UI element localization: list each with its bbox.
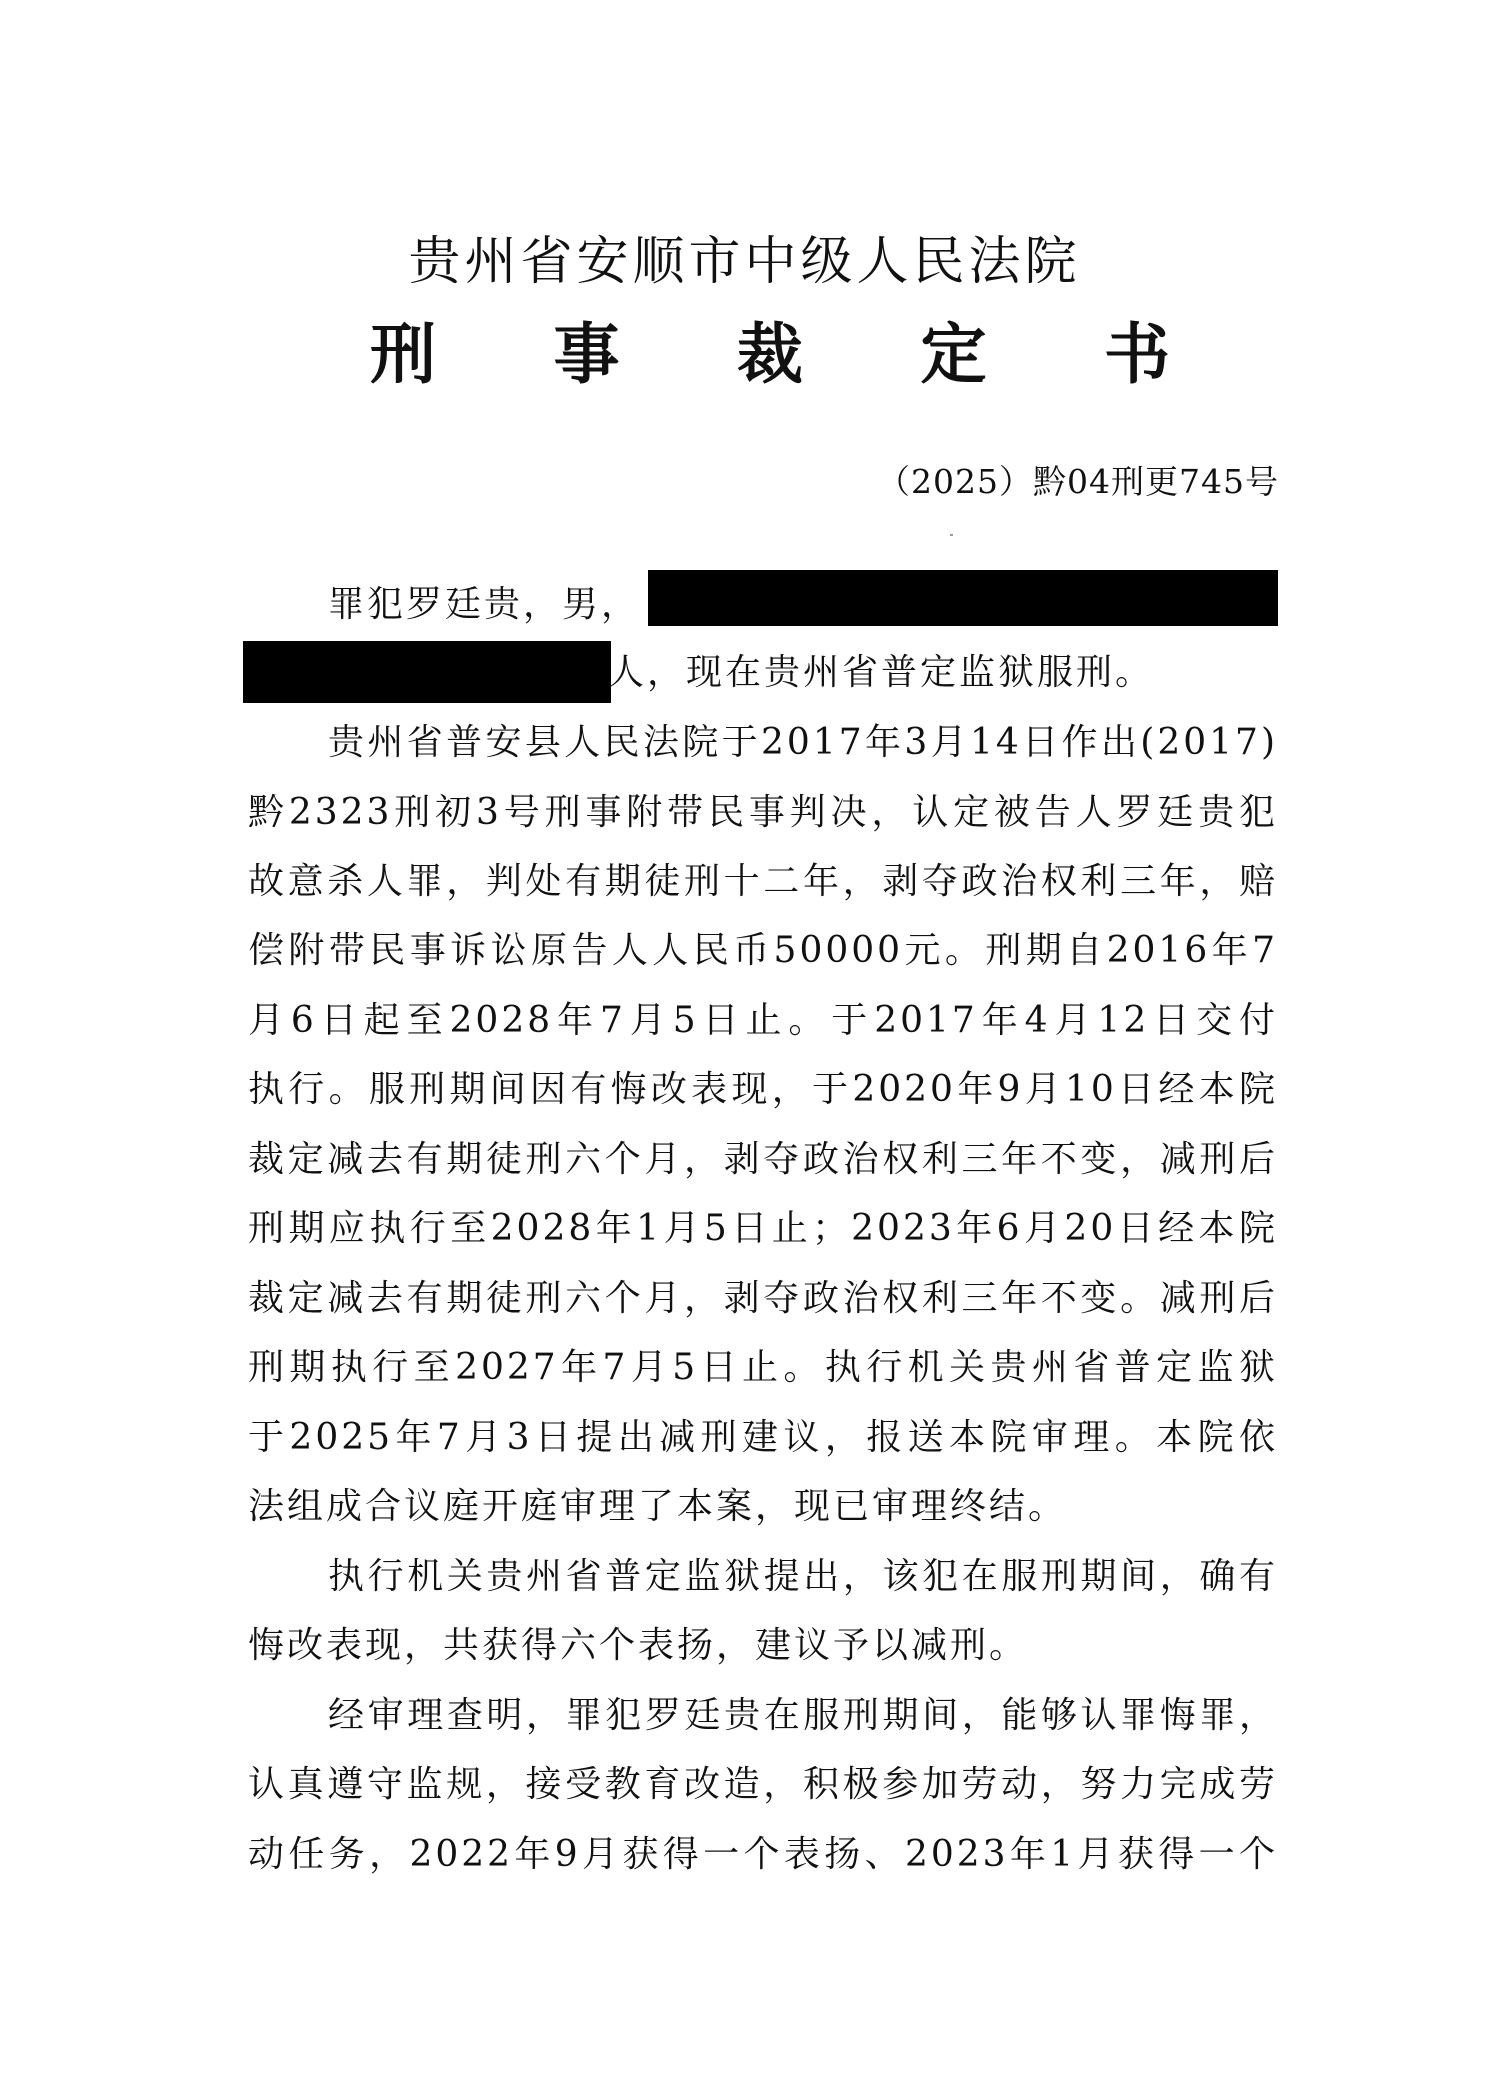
title-char: 裁 <box>737 316 803 393</box>
text-line: 于2025年7月3日提出减刑建议，报送本院审理。本院依 <box>248 1417 1278 1458</box>
court-name: 贵州省安顺市中级人民法院 <box>408 232 1081 292</box>
text-line: 刑期执行至2027年7月5日止。执行机关贵州省普定监狱 <box>248 1347 1278 1388</box>
text-line: 黔2323刑初3号刑事附带民事判决，认定被告人罗廷贵犯 <box>248 792 1278 833</box>
text-line: 刑期应执行至2028年1月5日止；2023年6月20日经本院 <box>248 1208 1278 1249</box>
text-line: 法组成合议庭开庭审理了本案，现已审理终结。 <box>248 1486 1068 1527</box>
text-line: 悔改表现，共获得六个表扬，建议予以减刑。 <box>248 1625 1029 1666</box>
redaction-bar <box>243 641 611 703</box>
scan-speck <box>950 534 953 536</box>
redaction-bar <box>648 570 1278 626</box>
title-char: 定 <box>920 316 987 393</box>
text-line: 经审理查明，罪犯罗廷贵在服刑期间，能够认罪悔罪， <box>328 1695 1278 1736</box>
text-line: 执行机关贵州省普定监狱提出，该犯在服刑期间，确有 <box>328 1556 1278 1597</box>
text-line: 月6日起至2028年7月5日止。于2017年4月12日交付 <box>248 1000 1278 1041</box>
text-line: 故意杀人罪，判处有期徒刑十二年，剥夺政治权利三年，赔 <box>248 861 1278 902</box>
text-line: 认真遵守监规，接受教育改造，积极参加劳动，努力完成劳 <box>248 1764 1278 1805</box>
case-number: （2025）黔04刑更745号 <box>877 462 1279 501</box>
title-char: 书 <box>1104 316 1170 393</box>
document-title <box>370 310 1170 400</box>
text-line: 偿附带民事诉讼原告人人民币50000元。刑期自2016年7 <box>248 930 1278 971</box>
text-line: 裁定减去有期徒刑六个月，剥夺政治权利三年不变，减刑后 <box>248 1139 1278 1180</box>
text-line: 人，现在贵州省普定监狱服刑。 <box>608 652 1155 693</box>
title-char: 刑 <box>370 316 436 393</box>
text-line: 裁定减去有期徒刑六个月，剥夺政治权利三年不变。减刑后 <box>248 1278 1278 1319</box>
text-line: 罪犯罗廷贵，男， <box>328 584 641 625</box>
text-line: 执行。服刑期间因有悔改表现，于2020年9月10日经本院 <box>248 1069 1278 1110</box>
title-char: 事 <box>553 316 620 393</box>
text-line: 动任务，2022年9月获得一个表扬、2023年1月获得一个 <box>248 1834 1278 1875</box>
text-line: 贵州省普安县人民法院于2017年3月14日作出(2017) <box>328 722 1278 763</box>
